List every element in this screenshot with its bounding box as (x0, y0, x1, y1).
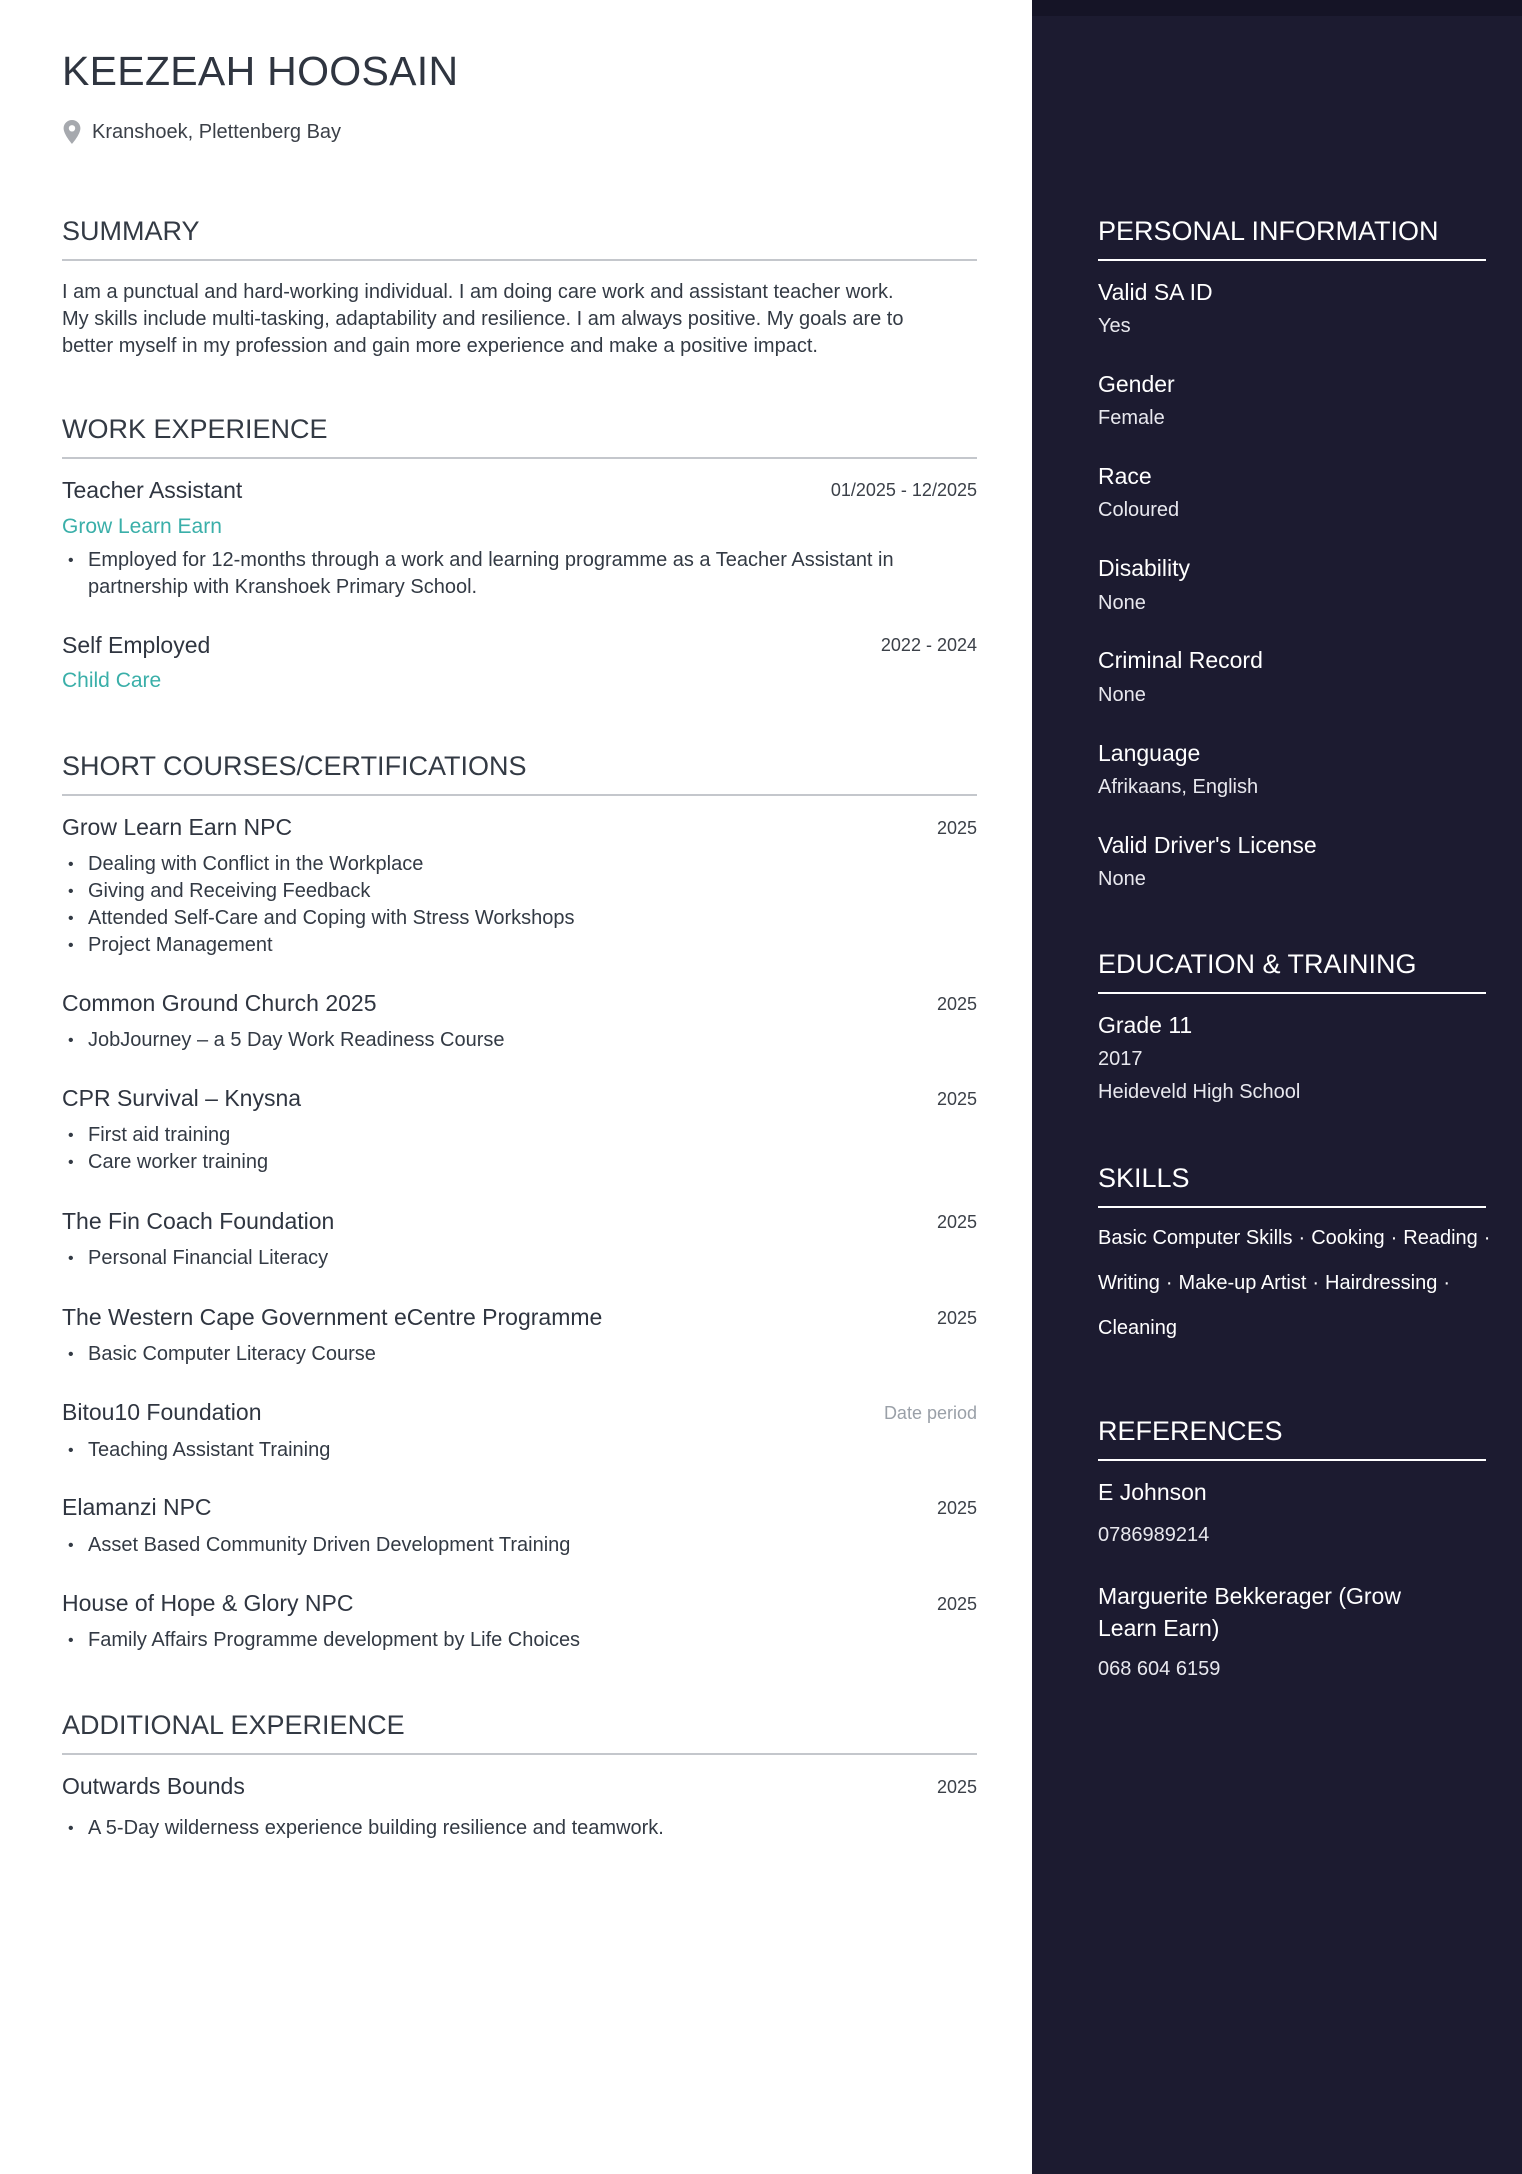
course-date: Date period (883, 1403, 977, 1423)
job-company: Child Care (62, 669, 162, 692)
additional-experience-heading: ADDITIONAL EXPERIENCE (62, 1710, 977, 1755)
personal-value: Female (1098, 407, 1165, 429)
job-company: Grow Learn Earn (62, 515, 222, 538)
personal-label: Disability (1098, 555, 1191, 581)
course-bullet: • JobJourney – a 5 Day Work Readiness Course (62, 1027, 977, 1054)
summary-line: I am a punctual and hard-working individual. I am doing care work and assistant teacher work. (62, 281, 894, 303)
skill-item: Reading (1403, 1227, 1478, 1249)
additional-title: Outwards Bounds (62, 1773, 245, 1799)
map-pin-icon (62, 119, 82, 145)
course-bullet: • First aid training (62, 1122, 977, 1149)
personal-value: Coloured (1098, 499, 1180, 521)
course-bullet: • Family Affairs Programme development by Life Choices (62, 1627, 977, 1654)
skills-list (1098, 1216, 1518, 1351)
personal-label: Gender (1098, 371, 1175, 397)
course-bullet: • Personal Financial Literacy (62, 1245, 977, 1272)
candidate-name: KEEZEAH HOOSAIN (62, 48, 459, 94)
sidebar-top-strip (1032, 0, 1522, 16)
summary-heading: SUMMARY (62, 216, 977, 261)
personal-label: Language (1098, 740, 1201, 766)
personal-info-heading: PERSONAL INFORMATION (1098, 216, 1486, 261)
course-bullet: • Teaching Assistant Training (62, 1437, 977, 1464)
skills-line: Basic Computer Skills · Cooking · Reading · (1098, 1227, 1491, 1249)
course-title: CPR Survival – Knysna (62, 1085, 302, 1111)
course-title: Grow Learn Earn NPC (62, 814, 293, 840)
course-bullet: • Dealing with Conflict in the Workplace (62, 851, 977, 878)
job-title: Teacher Assistant (62, 477, 243, 503)
course-bullet: • Asset Based Community Driven Development Training (62, 1532, 977, 1559)
summary-line: My skills include multi-tasking, adaptability and resilience. I am always positive. My goals are to (62, 308, 904, 330)
course-bullet: • Giving and Receiving Feedback (62, 878, 977, 905)
work-experience-heading: WORK EXPERIENCE (62, 414, 977, 459)
course-title: The Western Cape Government eCentre Programme (62, 1304, 603, 1330)
course-bullet: • Basic Computer Literacy Course (62, 1341, 977, 1368)
skill-item: Cooking (1311, 1227, 1385, 1249)
personal-label: Valid Driver's License (1098, 832, 1317, 858)
references-heading: REFERENCES (1098, 1416, 1486, 1461)
additional-bullets (62, 1815, 977, 1842)
skills-line (1098, 1306, 1518, 1351)
course-bullets (62, 851, 977, 959)
job-bullet: • Employed for 12-months through a work and learning programme as a Teacher Assistant in partnership with Kranshoek Primary School. (62, 547, 977, 601)
reference-phone: 0786989214 (1098, 1524, 1210, 1546)
skills-heading: SKILLS (1098, 1163, 1486, 1208)
personal-value: None (1098, 684, 1146, 706)
reference-name: E Johnson (1098, 1479, 1207, 1505)
location-text: Kranshoek, Plettenberg Bay (92, 120, 342, 143)
personal-label: Criminal Record (1098, 647, 1263, 673)
skill-item: Writing (1098, 1272, 1160, 1294)
personal-label: Race (1098, 463, 1152, 489)
course-title: Elamanzi NPC (62, 1494, 212, 1520)
personal-value: Yes (1098, 315, 1131, 337)
education-degree: Grade 11 (1098, 1012, 1193, 1038)
course-bullets (62, 1027, 977, 1054)
course-date: 2025 (936, 1594, 977, 1614)
courses-heading: SHORT COURSES/CERTIFICATIONS (62, 751, 977, 796)
course-bullet: • Attended Self-Care and Coping with Stress Workshops (62, 905, 977, 932)
skill-item: Hairdressing (1325, 1272, 1438, 1294)
course-title: House of Hope & Glory NPC (62, 1590, 354, 1616)
course-title: Bitou10 Foundation (62, 1399, 262, 1425)
course-bullets (62, 1341, 977, 1368)
sidebar (1032, 0, 1522, 2174)
education-heading: EDUCATION & TRAINING (1098, 949, 1486, 994)
additional-date: 2025 (936, 1777, 977, 1797)
job-date: 01/2025 - 12/2025 (830, 480, 977, 500)
course-bullets (62, 1122, 977, 1176)
course-date: 2025 (936, 818, 977, 838)
course-date: 2025 (936, 1498, 977, 1518)
reference-name: Marguerite Bekkerager (Grow Learn Earn) (1098, 1583, 1401, 1641)
skill-item: Make-up Artist (1178, 1272, 1307, 1294)
course-bullet: • Project Management (62, 932, 977, 959)
personal-value: None (1098, 868, 1146, 890)
reference-phone: 068 604 6159 (1098, 1658, 1221, 1680)
skill-item: Basic Computer Skills (1098, 1227, 1293, 1249)
course-bullets (62, 1245, 977, 1272)
job-date: 2022 - 2024 (880, 635, 977, 655)
summary-text (62, 279, 977, 360)
course-title: Common Ground Church 2025 (62, 990, 377, 1016)
personal-value: None (1098, 592, 1146, 614)
personal-value: Afrikaans, English (1098, 776, 1259, 798)
course-date: 2025 (936, 994, 977, 1014)
summary-line: better myself in my profession and gain more experience and make a positive impact. (62, 335, 818, 357)
job-title: Self Employed (62, 632, 211, 658)
course-date: 2025 (936, 1089, 977, 1109)
skill-item: Cleaning (1098, 1317, 1177, 1339)
skills-line: Writing · Make-up Artist · Hairdressing · (1098, 1272, 1450, 1294)
course-bullets (62, 1627, 977, 1654)
education-year: 2017 (1098, 1048, 1143, 1070)
course-date: 2025 (936, 1212, 977, 1232)
course-date: 2025 (936, 1308, 977, 1328)
personal-label: Valid SA ID (1098, 279, 1213, 305)
course-bullets (62, 1532, 977, 1559)
course-bullets (62, 1437, 977, 1464)
course-bullet: • Care worker training (62, 1149, 977, 1176)
additional-bullet: • A 5-Day wilderness experience building resilience and teamwork. (62, 1815, 977, 1842)
job-bullets (62, 547, 977, 601)
course-title: The Fin Coach Foundation (62, 1208, 335, 1234)
education-school: Heideveld High School (1098, 1081, 1301, 1103)
location (62, 119, 341, 145)
